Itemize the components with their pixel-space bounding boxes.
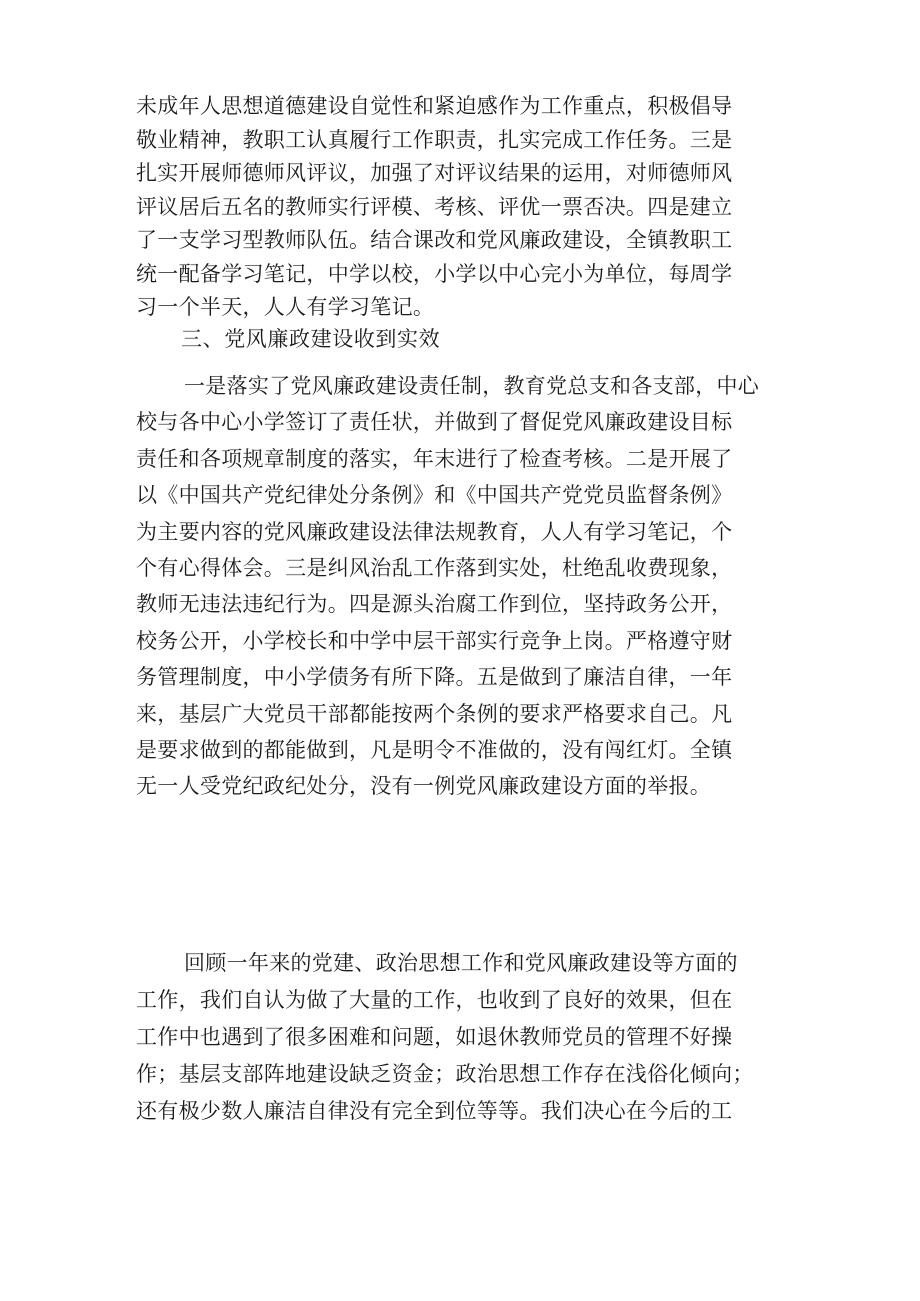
text-line: 为主要内容的党风廉政建设法律法规教育，人人有学习笔记，个 [136,519,733,544]
text-line: 个有心得体会。三是纠风治乱工作落到实处，杜绝乱收费现象， [136,555,733,580]
text-line: 教师无违法违纪行为。四是源头治腐工作到位，坚持政务公开， [136,592,733,617]
text-line: 敬业精神，教职工认真履行工作职责，扎实完成工作任务。三是 [136,127,733,152]
text-line: 以《中国共产党纪律处分条例》和《中国共产党党员监督条例》 [136,483,733,508]
text-line: 了一支学习型教师队伍。结合课改和党风廉政建设，全镇教职工 [136,228,733,252]
text-line: 未成年人思想道德建设自觉性和紧迫感作为工作重点，积极倡导 [136,94,733,118]
text-line: 工作，我们自认为做了大量的工作，也收到了良好的效果，但在 [136,988,733,1012]
text-line: 一是落实了党风廉政建设责任制，教育党总支和各支部，中心 [184,374,760,398]
text-line: 无一人受党纪政纪处分，没有一例党风廉政建设方面的举报。 [136,774,712,799]
text-line: 务管理制度，中小学债务有所下降。五是做到了廉洁自律，一年 [136,665,733,690]
paragraph-section3 [136,368,796,805]
paragraph-review [136,945,796,1130]
text-line: 责任和各项规章制度的落实，年末进行了检查考核。二是开展了 [136,446,733,471]
text-line: 统一配备学习笔记，中学以校，小学以中心完小为单位，每周学 [136,261,733,286]
text-line: 是要求做到的都能做到，凡是明令不准做的，没有闯红灯。全镇 [136,737,733,762]
text-line: 习一个半天，人人有学习笔记。 [136,295,435,319]
text-line: 来，基层广大党员干部都能按两个条例的要求严格要求自己。凡 [136,701,733,726]
section-heading: 三、党风廉政建设收到实效 [181,327,441,351]
text-line: 校与各中心小学签订了责任状，并做到了督促党风廉政建设目标 [136,410,733,435]
text-line: 还有极少数人廉洁自律没有完全到位等等。我们决心在今后的工 [136,1099,733,1123]
text-line: 作；基层支部阵地建设缺乏资金；政治思想工作存在浅俗化倾向； [136,1062,754,1086]
text-line: 工作中也遇到了很多困难和问题，如退休教师党员的管理不好操 [136,1025,733,1049]
text-line: 回顾一年来的党建、政治思想工作和党风廉政建设等方面的 [184,951,738,975]
text-line: 扎实开展师德师风评议，加强了对评议结果的运用，对师德师风 [136,161,733,185]
text-line: 校务公开，小学校长和中学中层干部实行竞争上岗。严格遵守财 [136,628,733,653]
text-line: 评议居后五名的教师实行评模、考核、评优一票否决。四是建立 [136,194,733,219]
paragraph-continuation [136,90,796,325]
